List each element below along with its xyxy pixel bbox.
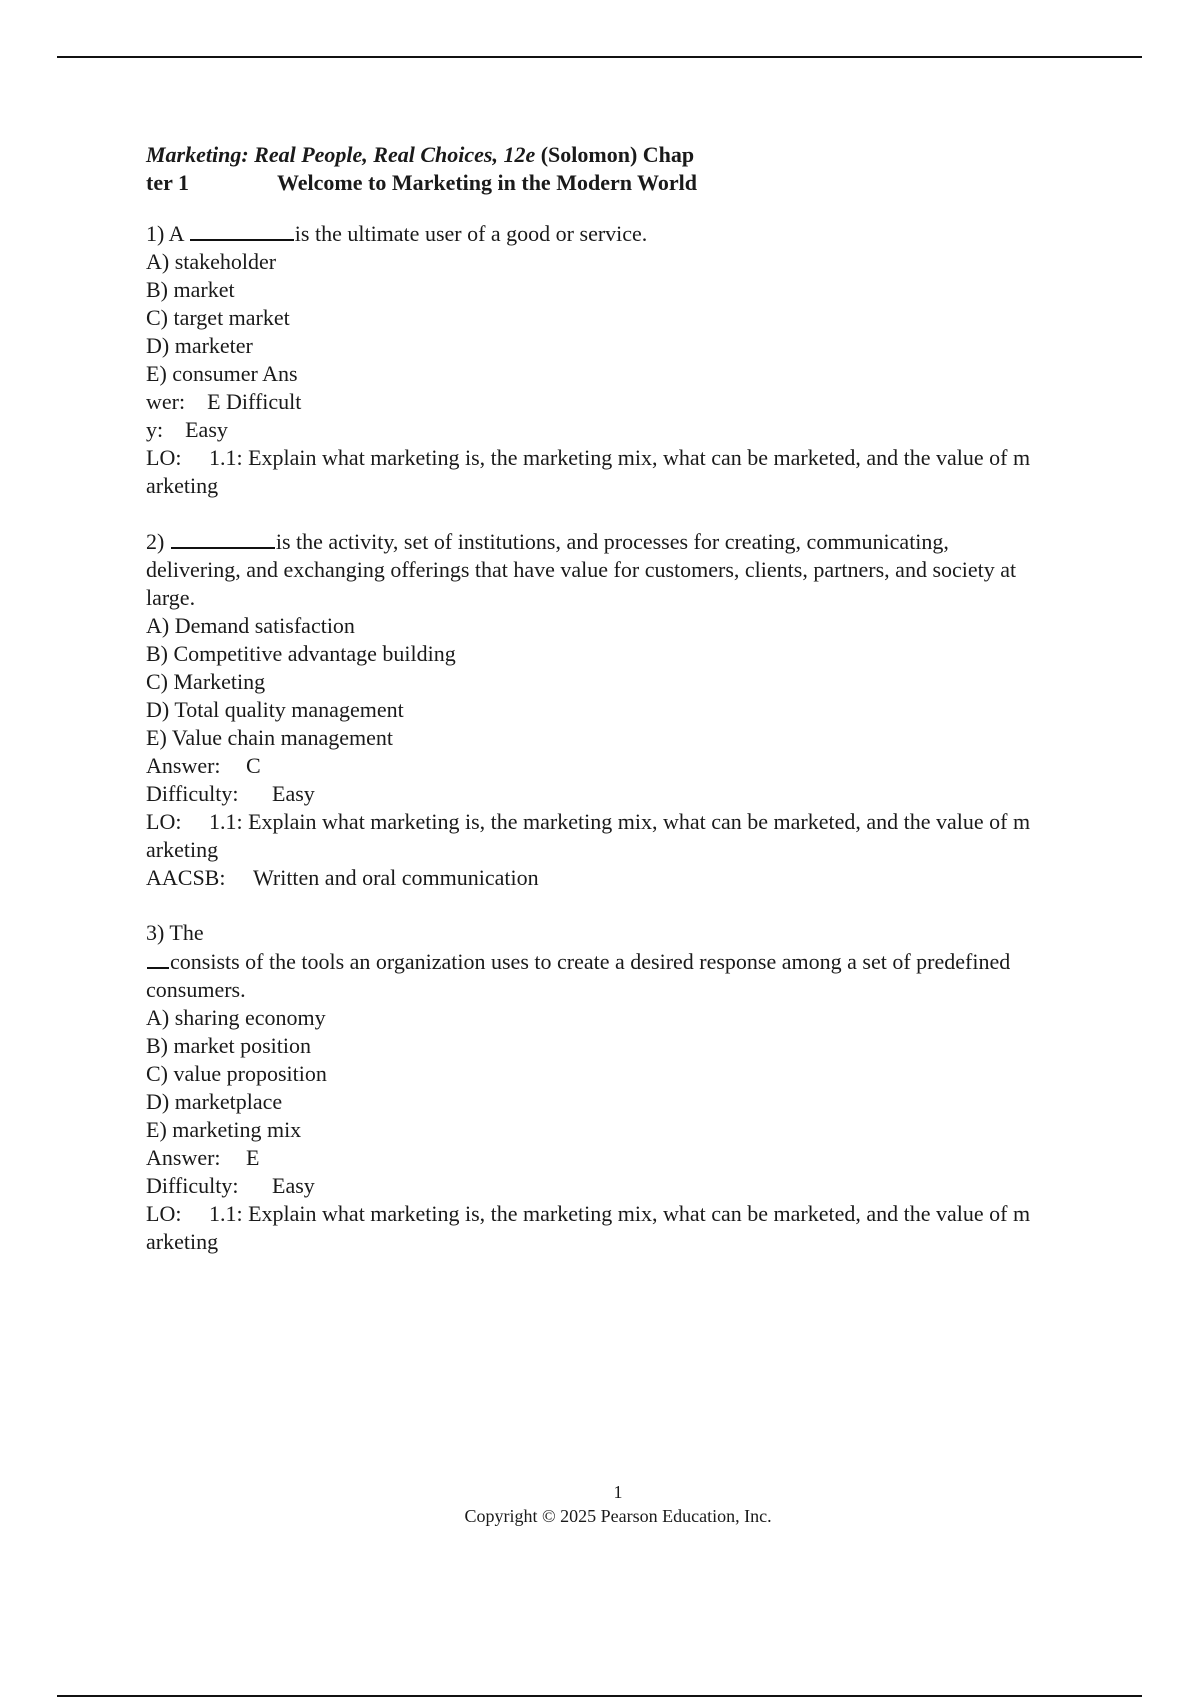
document-title xyxy=(146,141,1096,197)
answer-value: E xyxy=(246,1145,260,1170)
option-a: A) stakeholder xyxy=(146,249,277,274)
question-stem-line-3: large. xyxy=(146,585,196,610)
question-3 xyxy=(146,919,1096,1256)
difficulty-line xyxy=(146,780,1096,808)
difficulty-label: Difficulty: xyxy=(146,781,239,806)
difficulty-line xyxy=(146,1172,1096,1200)
book-author: (Solomon) Chap xyxy=(540,142,695,167)
option-e: E) Value chain management xyxy=(146,725,393,750)
bottom-rule xyxy=(57,1695,1142,1697)
option-d: D) Total quality management xyxy=(146,697,404,722)
option-d: D) marketer xyxy=(146,333,253,358)
question-2 xyxy=(146,527,1096,892)
option-b: B) Competitive advantage building xyxy=(146,641,456,666)
lo-text: 1.1: Explain what marketing is, the marketing mix, what can be marketed, and the value of m xyxy=(209,809,1031,834)
answer-line: wer: E Difficult xyxy=(146,389,302,414)
question-number: 2) xyxy=(146,529,165,554)
lo-continuation: arketing xyxy=(146,837,219,862)
fill-in-blank xyxy=(171,527,275,549)
lo-text: 1.1: Explain what marketing is, the marketing mix, what can be marketed, and the value of m xyxy=(209,1201,1031,1226)
question-number: 1) A xyxy=(146,221,184,246)
question-number: 3) The xyxy=(146,920,204,945)
difficulty-line: y: Easy xyxy=(146,417,228,442)
document-body xyxy=(146,141,1096,1283)
lo-text: 1.1: Explain what marketing is, the marketing mix, what can be marketed, and the value of m xyxy=(209,445,1031,470)
question-stem-text: is the ultimate user of a good or service. xyxy=(294,221,648,246)
question-stem-line-2: delivering, and exchanging offerings that have value for customers, clients, partners, and society at xyxy=(146,557,1017,582)
learning-objective xyxy=(146,444,1096,472)
learning-objective xyxy=(146,808,1096,836)
aacsb-line xyxy=(146,864,1096,892)
option-d: D) marketplace xyxy=(146,1089,283,1114)
option-c: C) value proposition xyxy=(146,1061,327,1086)
copyright: Copyright © 2025 Pearson Education, Inc. xyxy=(464,1506,772,1526)
question-stem xyxy=(146,527,1096,556)
option-b: B) market xyxy=(146,277,235,302)
question-1 xyxy=(146,219,1096,500)
question-stem-text: is the activity, set of institutions, and processes for creating, communicating, xyxy=(275,529,949,554)
aacsb-label: AACSB: xyxy=(146,865,226,890)
option-a: A) Demand satisfaction xyxy=(146,613,355,638)
option-e: E) consumer Ans xyxy=(146,361,298,386)
difficulty-value: Easy xyxy=(272,781,315,806)
fill-in-blank xyxy=(147,947,169,969)
question-stem-text: consists of the tools an organization uses to create a desired response among a set of predefined xyxy=(170,949,1011,974)
answer-line xyxy=(146,752,1096,780)
answer-value: C xyxy=(246,753,261,778)
question-stem xyxy=(146,219,1096,248)
difficulty-value: Easy xyxy=(272,1173,315,1198)
lo-label: LO: xyxy=(146,1201,182,1226)
aacsb-value: Written and oral communication xyxy=(253,865,539,890)
lo-continuation: arketing xyxy=(146,1229,219,1254)
answer-label: Answer: xyxy=(146,753,221,778)
option-e: E) marketing mix xyxy=(146,1117,302,1142)
option-c: C) Marketing xyxy=(146,669,266,694)
option-c: C) target market xyxy=(146,305,290,330)
question-stem-line-2: consumers. xyxy=(146,977,246,1002)
answer-line xyxy=(146,1144,1096,1172)
learning-objective xyxy=(146,1200,1096,1228)
page-footer xyxy=(0,1480,1200,1528)
question-stem xyxy=(146,947,1096,976)
lo-label: LO: xyxy=(146,445,182,470)
option-a: A) sharing economy xyxy=(146,1005,326,1030)
page-number: 1 xyxy=(613,1482,623,1502)
chapter-prefix: ter 1 xyxy=(146,170,189,195)
lo-label: LO: xyxy=(146,809,182,834)
lo-continuation: arketing xyxy=(146,473,219,498)
option-b: B) market position xyxy=(146,1033,311,1058)
answer-label: Answer: xyxy=(146,1145,221,1170)
book-title: Marketing: Real People, Real Choices, 12e xyxy=(146,142,536,167)
chapter-title: Welcome to Marketing in the Modern World xyxy=(276,170,697,195)
fill-in-blank xyxy=(190,219,294,241)
difficulty-label: Difficulty: xyxy=(146,1173,239,1198)
top-rule xyxy=(57,56,1142,58)
